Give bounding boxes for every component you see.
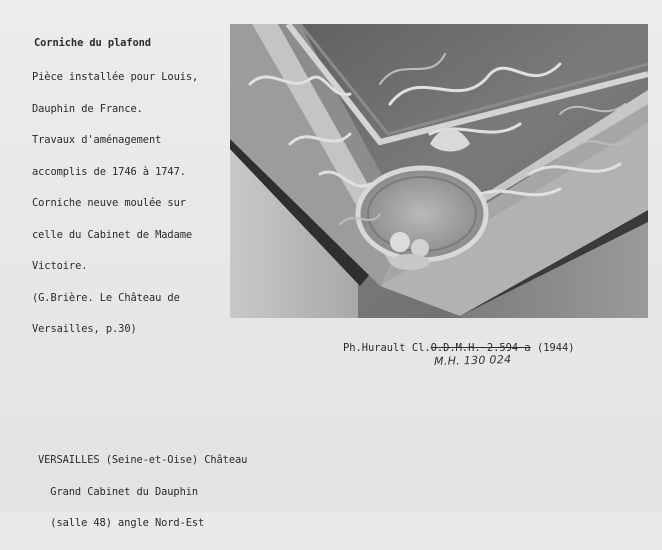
handwritten-reference-number: M.H. 130 024 [433,352,512,369]
caption-line: Pièce installée pour Louis, [32,71,199,83]
caption-line: Corniche neuve moulée sur [32,197,186,209]
location-line: (salle 48) angle Nord-Est [38,517,205,529]
caption-title: Corniche du plafond [34,37,151,49]
credit-year: (1944) [536,342,575,354]
credit-struck-reference: O.D.M.H. 2.594 a [430,342,531,354]
photo-credit [343,342,575,354]
caption-description [32,51,198,356]
caption-line: accomplis de 1746 à 1747. [32,165,186,178]
cornice-photo-illustration [230,24,648,318]
caption-line: (G.Brière. Le Château de [32,291,180,304]
location-block [38,434,247,550]
cornice-photograph [230,24,648,318]
location-line: VERSAILLES (Seine-et-Oise) Château [38,454,248,466]
caption-line: Versailles, p.30) [32,323,137,335]
credit-prefix: Ph.Hurault Cl. [343,342,431,354]
caption-line: Victoire. [32,260,88,272]
location-line: Grand Cabinet du Dauphin [38,485,199,498]
caption-line: celle du Cabinet de Madame [32,228,193,241]
caption-line: Dauphin de France. [32,102,143,115]
caption-line: Travaux d'aménagement [32,134,162,146]
